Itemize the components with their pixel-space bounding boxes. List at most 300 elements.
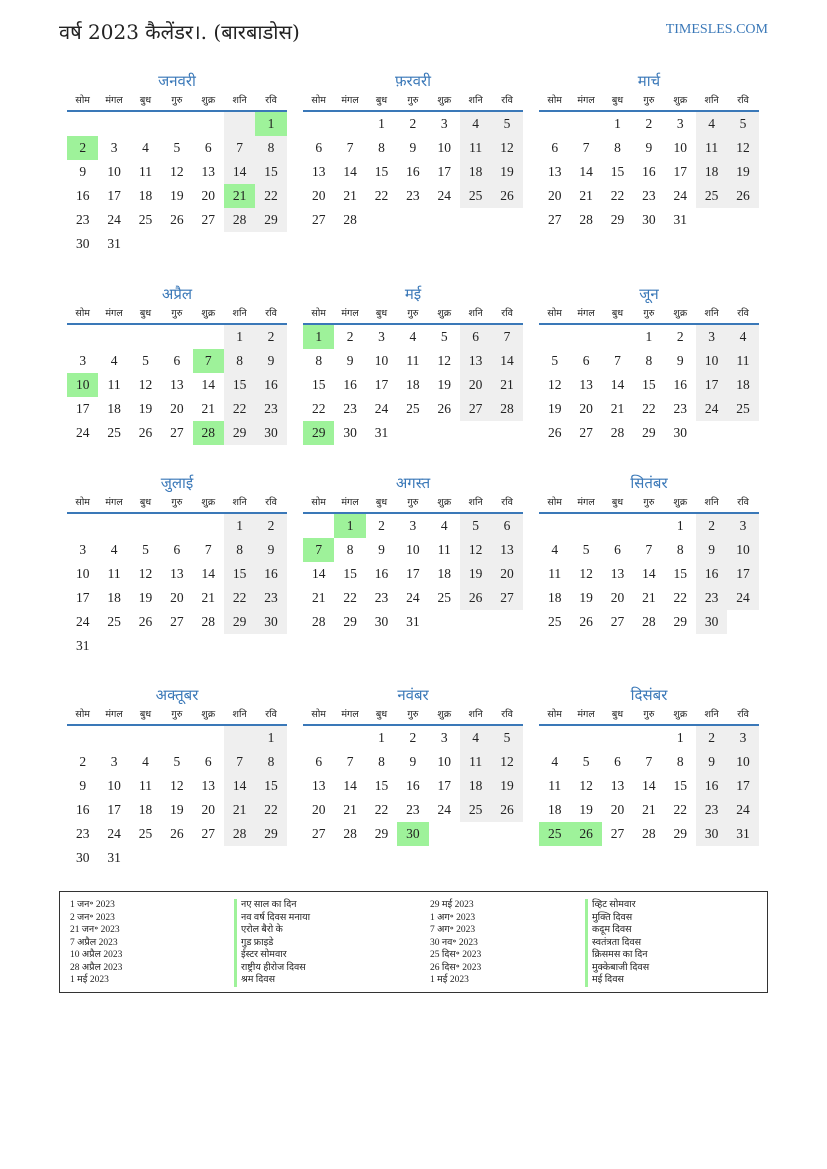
- day-cell[interactable]: 14: [201, 566, 215, 581]
- day-cell[interactable]: 28: [642, 614, 656, 629]
- day-cell[interactable]: 16: [343, 377, 357, 392]
- day-cell[interactable]: 11: [548, 778, 562, 793]
- day-cell[interactable]: 31: [75, 638, 90, 653]
- day-cell[interactable]: 28: [642, 826, 656, 841]
- day-cell[interactable]: 16: [696, 562, 727, 586]
- day-cell[interactable]: 19: [170, 188, 184, 203]
- day-cell[interactable]: 11: [548, 566, 562, 581]
- day-cell[interactable]: 7: [645, 754, 653, 769]
- day-cell[interactable]: 24: [374, 401, 389, 416]
- day-cell[interactable]: 6: [173, 353, 181, 368]
- day-cell[interactable]: 19: [547, 401, 562, 416]
- day-cell[interactable]: 11: [460, 750, 491, 774]
- day-cell[interactable]: 3: [110, 754, 118, 769]
- day-cell[interactable]: 7: [491, 325, 522, 349]
- day-cell[interactable]: 2: [696, 514, 727, 538]
- site-link[interactable]: TIMESLES.COM: [665, 22, 768, 37]
- day-cell[interactable]: 29: [224, 421, 255, 445]
- day-cell[interactable]: 26: [547, 425, 562, 440]
- day-cell[interactable]: 5: [582, 754, 590, 769]
- day-cell[interactable]: 5: [173, 140, 181, 155]
- day-cell[interactable]: 9: [696, 750, 727, 774]
- day-cell[interactable]: 27: [201, 212, 215, 227]
- day-cell[interactable]: 18: [107, 590, 121, 605]
- day-cell[interactable]: 13: [610, 778, 625, 793]
- day-cell[interactable]: 25: [138, 826, 153, 841]
- day-cell[interactable]: 10: [437, 140, 451, 155]
- day-cell[interactable]: 16: [406, 164, 420, 179]
- day-cell[interactable]: 29: [224, 610, 255, 634]
- day-cell[interactable]: 18: [460, 774, 491, 798]
- day-cell[interactable]: 15: [642, 377, 656, 392]
- day-cell[interactable]: 3: [676, 116, 684, 131]
- day-cell[interactable]: 17: [107, 188, 121, 203]
- day-cell[interactable]: 20: [610, 590, 625, 605]
- day-cell[interactable]: 25: [107, 425, 121, 440]
- day-cell[interactable]: 16: [255, 562, 286, 586]
- day-cell[interactable]: 2: [645, 116, 653, 131]
- day-cell[interactable]: 4: [409, 329, 417, 344]
- day-cell[interactable]: 29: [255, 822, 286, 846]
- day-cell[interactable]: 6: [315, 754, 323, 769]
- day-cell[interactable]: 27: [170, 425, 184, 440]
- day-cell[interactable]: 21: [610, 401, 625, 416]
- day-cell[interactable]: 11: [406, 353, 420, 368]
- day-cell[interactable]: 9: [79, 778, 87, 793]
- day-cell[interactable]: 14: [579, 164, 593, 179]
- day-cell[interactable]: 31: [673, 212, 687, 227]
- day-cell[interactable]: 9: [676, 353, 684, 368]
- day-holiday[interactable]: 26: [570, 822, 601, 846]
- day-cell[interactable]: 4: [110, 542, 118, 557]
- day-cell[interactable]: 21: [491, 373, 522, 397]
- day-cell[interactable]: 15: [610, 164, 625, 179]
- day-cell[interactable]: 5: [173, 754, 181, 769]
- day-cell[interactable]: 5: [142, 353, 149, 368]
- day-cell[interactable]: 2: [79, 754, 87, 769]
- day-cell[interactable]: 27: [547, 212, 562, 227]
- day-cell[interactable]: 23: [406, 188, 420, 203]
- day-cell[interactable]: 26: [170, 826, 184, 841]
- day-cell[interactable]: 16: [406, 778, 420, 793]
- day-cell[interactable]: 24: [727, 798, 758, 822]
- day-cell[interactable]: 10: [727, 538, 758, 562]
- day-cell[interactable]: 9: [378, 542, 385, 557]
- day-cell[interactable]: 16: [374, 566, 389, 581]
- day-cell[interactable]: 17: [727, 774, 758, 798]
- day-cell[interactable]: 27: [311, 826, 326, 841]
- day-cell[interactable]: 26: [138, 425, 153, 440]
- day-cell[interactable]: 18: [138, 188, 153, 203]
- day-cell[interactable]: 3: [409, 518, 417, 533]
- day-cell[interactable]: 1: [378, 730, 385, 745]
- day-cell[interactable]: 1: [676, 518, 684, 533]
- day-cell[interactable]: 29: [255, 208, 286, 232]
- day-cell[interactable]: 19: [491, 160, 522, 184]
- day-cell[interactable]: 20: [311, 188, 326, 203]
- day-cell[interactable]: 5: [727, 112, 758, 136]
- day-cell[interactable]: 22: [374, 802, 389, 817]
- day-cell[interactable]: 30: [343, 425, 357, 440]
- day-cell[interactable]: 3: [696, 325, 727, 349]
- day-cell[interactable]: 12: [138, 566, 153, 581]
- day-cell[interactable]: 19: [170, 802, 184, 817]
- day-cell[interactable]: 2: [696, 726, 727, 750]
- day-cell[interactable]: 4: [551, 754, 559, 769]
- day-cell[interactable]: 9: [255, 349, 286, 373]
- day-cell[interactable]: 24: [406, 590, 420, 605]
- day-cell[interactable]: 10: [107, 164, 121, 179]
- day-cell[interactable]: 14: [311, 566, 326, 581]
- day-cell[interactable]: 30: [374, 614, 389, 629]
- day-holiday[interactable]: 1: [255, 112, 286, 136]
- day-cell[interactable]: 24: [107, 212, 121, 227]
- day-cell[interactable]: 26: [579, 614, 593, 629]
- day-cell[interactable]: 26: [491, 184, 522, 208]
- day-cell[interactable]: 4: [142, 140, 149, 155]
- day-cell[interactable]: 12: [170, 778, 184, 793]
- day-cell[interactable]: 28: [579, 212, 593, 227]
- day-cell[interactable]: 18: [437, 566, 451, 581]
- day-cell[interactable]: 5: [460, 514, 491, 538]
- day-cell[interactable]: 3: [79, 542, 87, 557]
- day-cell[interactable]: 8: [378, 140, 385, 155]
- day-cell[interactable]: 25: [460, 798, 491, 822]
- day-cell[interactable]: 9: [696, 538, 727, 562]
- day-cell[interactable]: 30: [642, 212, 656, 227]
- day-cell[interactable]: 27: [201, 826, 215, 841]
- day-cell[interactable]: 9: [409, 140, 417, 155]
- day-cell[interactable]: 25: [107, 614, 121, 629]
- day-cell[interactable]: 19: [460, 562, 491, 586]
- day-cell[interactable]: 5: [491, 112, 522, 136]
- day-cell[interactable]: 19: [138, 401, 153, 416]
- day-cell[interactable]: 26: [491, 798, 522, 822]
- day-cell[interactable]: 6: [173, 542, 181, 557]
- day-cell[interactable]: 16: [255, 373, 286, 397]
- day-cell[interactable]: 18: [547, 590, 562, 605]
- day-cell[interactable]: 4: [460, 112, 491, 136]
- day-cell[interactable]: 22: [224, 397, 255, 421]
- day-cell[interactable]: 30: [673, 425, 687, 440]
- day-cell[interactable]: 23: [255, 397, 286, 421]
- day-cell[interactable]: 30: [696, 822, 727, 846]
- day-holiday[interactable]: 28: [193, 421, 224, 445]
- day-cell[interactable]: 18: [406, 377, 420, 392]
- day-cell[interactable]: 10: [727, 750, 758, 774]
- day-cell[interactable]: 21: [642, 590, 656, 605]
- day-cell[interactable]: 24: [75, 614, 90, 629]
- day-cell[interactable]: 9: [409, 754, 417, 769]
- day-cell[interactable]: 17: [437, 778, 451, 793]
- day-cell[interactable]: 27: [579, 425, 593, 440]
- day-cell[interactable]: 13: [579, 377, 593, 392]
- day-cell[interactable]: 29: [673, 614, 687, 629]
- day-cell[interactable]: 31: [406, 614, 420, 629]
- day-cell[interactable]: 26: [460, 586, 491, 610]
- day-cell[interactable]: 2: [409, 116, 417, 131]
- day-cell[interactable]: 11: [107, 566, 121, 581]
- day-cell[interactable]: 10: [673, 140, 687, 155]
- day-cell[interactable]: 21: [642, 802, 656, 817]
- day-cell[interactable]: 29: [343, 614, 357, 629]
- day-cell[interactable]: 6: [614, 754, 621, 769]
- day-cell[interactable]: 25: [547, 614, 562, 629]
- day-cell[interactable]: 26: [727, 184, 758, 208]
- day-cell[interactable]: 23: [696, 586, 727, 610]
- day-cell[interactable]: 11: [138, 778, 152, 793]
- day-cell[interactable]: 9: [255, 538, 286, 562]
- day-cell[interactable]: 13: [460, 349, 491, 373]
- day-cell[interactable]: 4: [142, 754, 149, 769]
- day-cell[interactable]: 23: [406, 802, 420, 817]
- day-cell[interactable]: 20: [491, 562, 522, 586]
- day-cell[interactable]: 19: [727, 160, 758, 184]
- day-cell[interactable]: 6: [582, 353, 590, 368]
- day-cell[interactable]: 28: [224, 822, 255, 846]
- day-cell[interactable]: 29: [610, 212, 625, 227]
- day-cell[interactable]: 22: [255, 798, 286, 822]
- day-cell[interactable]: 24: [673, 188, 687, 203]
- day-cell[interactable]: 10: [107, 778, 121, 793]
- day-cell[interactable]: 1: [224, 514, 255, 538]
- day-cell[interactable]: 5: [582, 542, 590, 557]
- day-cell[interactable]: 13: [547, 164, 562, 179]
- day-cell[interactable]: 1: [255, 726, 286, 750]
- day-cell[interactable]: 5: [491, 726, 522, 750]
- day-cell[interactable]: 12: [579, 566, 593, 581]
- day-cell[interactable]: 12: [460, 538, 491, 562]
- day-cell[interactable]: 24: [696, 397, 727, 421]
- day-cell[interactable]: 13: [170, 377, 184, 392]
- day-cell[interactable]: 16: [75, 802, 90, 817]
- day-cell[interactable]: 7: [582, 140, 590, 155]
- day-cell[interactable]: 24: [107, 826, 121, 841]
- day-cell[interactable]: 8: [676, 542, 684, 557]
- day-holiday[interactable]: 7: [303, 538, 334, 562]
- day-cell[interactable]: 17: [107, 802, 121, 817]
- day-cell[interactable]: 9: [79, 164, 87, 179]
- day-cell[interactable]: 15: [255, 774, 286, 798]
- day-cell[interactable]: 17: [75, 401, 90, 416]
- day-cell[interactable]: 19: [579, 802, 593, 817]
- day-holiday[interactable]: 29: [303, 421, 334, 445]
- day-cell[interactable]: 6: [491, 514, 522, 538]
- day-cell[interactable]: 8: [255, 136, 286, 160]
- day-cell[interactable]: 8: [645, 353, 653, 368]
- day-cell[interactable]: 6: [204, 754, 212, 769]
- day-cell[interactable]: 1: [224, 325, 255, 349]
- day-cell[interactable]: 27: [491, 586, 522, 610]
- day-cell[interactable]: 29: [374, 826, 389, 841]
- day-cell[interactable]: 11: [437, 542, 451, 557]
- day-cell[interactable]: 4: [110, 353, 118, 368]
- day-cell[interactable]: 9: [346, 353, 354, 368]
- day-cell[interactable]: 22: [374, 188, 389, 203]
- day-cell[interactable]: 29: [642, 425, 656, 440]
- day-cell[interactable]: 5: [440, 329, 448, 344]
- day-cell[interactable]: 26: [437, 401, 451, 416]
- day-cell[interactable]: 1: [378, 116, 385, 131]
- day-cell[interactable]: 14: [224, 774, 255, 798]
- day-cell[interactable]: 23: [255, 586, 286, 610]
- day-cell[interactable]: 24: [75, 425, 90, 440]
- day-cell[interactable]: 23: [75, 212, 90, 227]
- day-cell[interactable]: 17: [374, 377, 389, 392]
- day-cell[interactable]: 17: [727, 562, 758, 586]
- day-cell[interactable]: 4: [460, 726, 491, 750]
- day-cell[interactable]: 14: [642, 566, 656, 581]
- day-cell[interactable]: 17: [75, 590, 90, 605]
- day-cell[interactable]: 5: [142, 542, 149, 557]
- day-cell[interactable]: 12: [491, 136, 522, 160]
- day-cell[interactable]: 18: [727, 373, 758, 397]
- day-cell[interactable]: 20: [170, 590, 184, 605]
- day-cell[interactable]: 2: [346, 329, 354, 344]
- day-cell[interactable]: 23: [75, 826, 90, 841]
- day-cell[interactable]: 12: [579, 778, 593, 793]
- day-cell[interactable]: 17: [437, 164, 451, 179]
- day-cell[interactable]: 22: [673, 802, 687, 817]
- day-cell[interactable]: 28: [610, 425, 625, 440]
- day-cell[interactable]: 15: [224, 373, 255, 397]
- day-cell[interactable]: 14: [491, 349, 522, 373]
- day-cell[interactable]: 12: [170, 164, 184, 179]
- day-cell[interactable]: 27: [170, 614, 184, 629]
- day-cell[interactable]: 6: [315, 140, 323, 155]
- day-cell[interactable]: 23: [374, 590, 389, 605]
- day-cell[interactable]: 13: [201, 778, 215, 793]
- day-cell[interactable]: 21: [343, 802, 357, 817]
- day-cell[interactable]: 15: [255, 160, 286, 184]
- day-cell[interactable]: 31: [727, 822, 758, 846]
- day-cell[interactable]: 11: [727, 349, 758, 373]
- day-cell[interactable]: 14: [610, 377, 625, 392]
- day-cell[interactable]: 31: [107, 850, 121, 865]
- day-cell[interactable]: 9: [645, 140, 653, 155]
- day-cell[interactable]: 10: [406, 542, 420, 557]
- day-cell[interactable]: 24: [727, 586, 758, 610]
- day-cell[interactable]: 23: [673, 401, 687, 416]
- day-cell[interactable]: 19: [491, 774, 522, 798]
- day-cell[interactable]: 3: [727, 514, 758, 538]
- day-cell[interactable]: 3: [440, 116, 448, 131]
- day-cell[interactable]: 20: [170, 401, 184, 416]
- day-cell[interactable]: 10: [437, 754, 451, 769]
- day-cell[interactable]: 20: [579, 401, 593, 416]
- day-cell[interactable]: 25: [727, 397, 758, 421]
- day-cell[interactable]: 14: [343, 164, 357, 179]
- day-cell[interactable]: 13: [311, 164, 326, 179]
- day-cell[interactable]: 31: [374, 425, 389, 440]
- day-cell[interactable]: 4: [440, 518, 448, 533]
- day-cell[interactable]: 25: [460, 184, 491, 208]
- day-cell[interactable]: 20: [610, 802, 625, 817]
- day-cell[interactable]: 14: [642, 778, 656, 793]
- day-cell[interactable]: 8: [614, 140, 621, 155]
- day-cell[interactable]: 11: [460, 136, 491, 160]
- day-cell[interactable]: 25: [406, 401, 420, 416]
- day-cell[interactable]: 23: [696, 798, 727, 822]
- day-cell[interactable]: 24: [437, 802, 451, 817]
- day-cell[interactable]: 8: [346, 542, 354, 557]
- day-holiday[interactable]: 21: [224, 184, 255, 208]
- day-cell[interactable]: 30: [255, 610, 286, 634]
- day-cell[interactable]: 1: [614, 116, 621, 131]
- day-cell[interactable]: 30: [75, 850, 90, 865]
- day-cell[interactable]: 6: [551, 140, 559, 155]
- day-holiday[interactable]: 7: [193, 349, 224, 373]
- day-cell[interactable]: 16: [673, 377, 687, 392]
- day-cell[interactable]: 2: [255, 325, 286, 349]
- day-cell[interactable]: 20: [311, 802, 326, 817]
- day-cell[interactable]: 12: [727, 136, 758, 160]
- day-cell[interactable]: 22: [673, 590, 687, 605]
- day-cell[interactable]: 17: [673, 164, 687, 179]
- day-cell[interactable]: 7: [224, 136, 255, 160]
- day-cell[interactable]: 16: [75, 188, 90, 203]
- day-cell[interactable]: 21: [224, 798, 255, 822]
- day-cell[interactable]: 23: [642, 188, 656, 203]
- day-cell[interactable]: 3: [79, 353, 87, 368]
- day-cell[interactable]: 8: [315, 353, 323, 368]
- day-cell[interactable]: 2: [378, 518, 385, 533]
- day-cell[interactable]: 27: [610, 826, 625, 841]
- day-cell[interactable]: 6: [614, 542, 621, 557]
- day-cell[interactable]: 22: [610, 188, 625, 203]
- day-cell[interactable]: 18: [547, 802, 562, 817]
- day-cell[interactable]: 22: [224, 586, 255, 610]
- day-cell[interactable]: 19: [579, 590, 593, 605]
- day-cell[interactable]: 20: [201, 802, 215, 817]
- day-holiday[interactable]: 10: [67, 373, 98, 397]
- day-cell[interactable]: 7: [346, 754, 354, 769]
- day-holiday[interactable]: 1: [334, 514, 365, 538]
- day-cell[interactable]: 15: [311, 377, 326, 392]
- day-cell[interactable]: 7: [614, 353, 621, 368]
- day-cell[interactable]: 22: [255, 184, 286, 208]
- day-cell[interactable]: 7: [645, 542, 653, 557]
- day-cell[interactable]: 3: [378, 329, 385, 344]
- day-cell[interactable]: 22: [311, 401, 326, 416]
- day-cell[interactable]: 12: [547, 377, 562, 392]
- day-cell[interactable]: 7: [346, 140, 354, 155]
- day-cell[interactable]: 3: [440, 730, 448, 745]
- day-cell[interactable]: 16: [696, 774, 727, 798]
- day-cell[interactable]: 1: [645, 329, 653, 344]
- day-cell[interactable]: 21: [201, 590, 215, 605]
- day-cell[interactable]: 31: [107, 236, 121, 251]
- day-cell[interactable]: 14: [224, 160, 255, 184]
- day-cell[interactable]: 15: [673, 566, 687, 581]
- day-cell[interactable]: 30: [696, 610, 727, 634]
- day-cell[interactable]: 13: [170, 566, 184, 581]
- day-cell[interactable]: 18: [696, 160, 727, 184]
- day-cell[interactable]: 13: [201, 164, 215, 179]
- day-cell[interactable]: 27: [460, 397, 491, 421]
- day-cell[interactable]: 13: [610, 566, 625, 581]
- day-cell[interactable]: 13: [311, 778, 326, 793]
- day-cell[interactable]: 1: [676, 730, 684, 745]
- day-cell[interactable]: 28: [491, 397, 522, 421]
- day-cell[interactable]: 16: [642, 164, 656, 179]
- day-cell[interactable]: 8: [378, 754, 385, 769]
- day-cell[interactable]: 10: [696, 349, 727, 373]
- day-holiday[interactable]: 25: [539, 822, 570, 846]
- day-cell[interactable]: 21: [579, 188, 593, 203]
- day-holiday[interactable]: 1: [303, 325, 334, 349]
- day-holiday[interactable]: 30: [397, 822, 428, 846]
